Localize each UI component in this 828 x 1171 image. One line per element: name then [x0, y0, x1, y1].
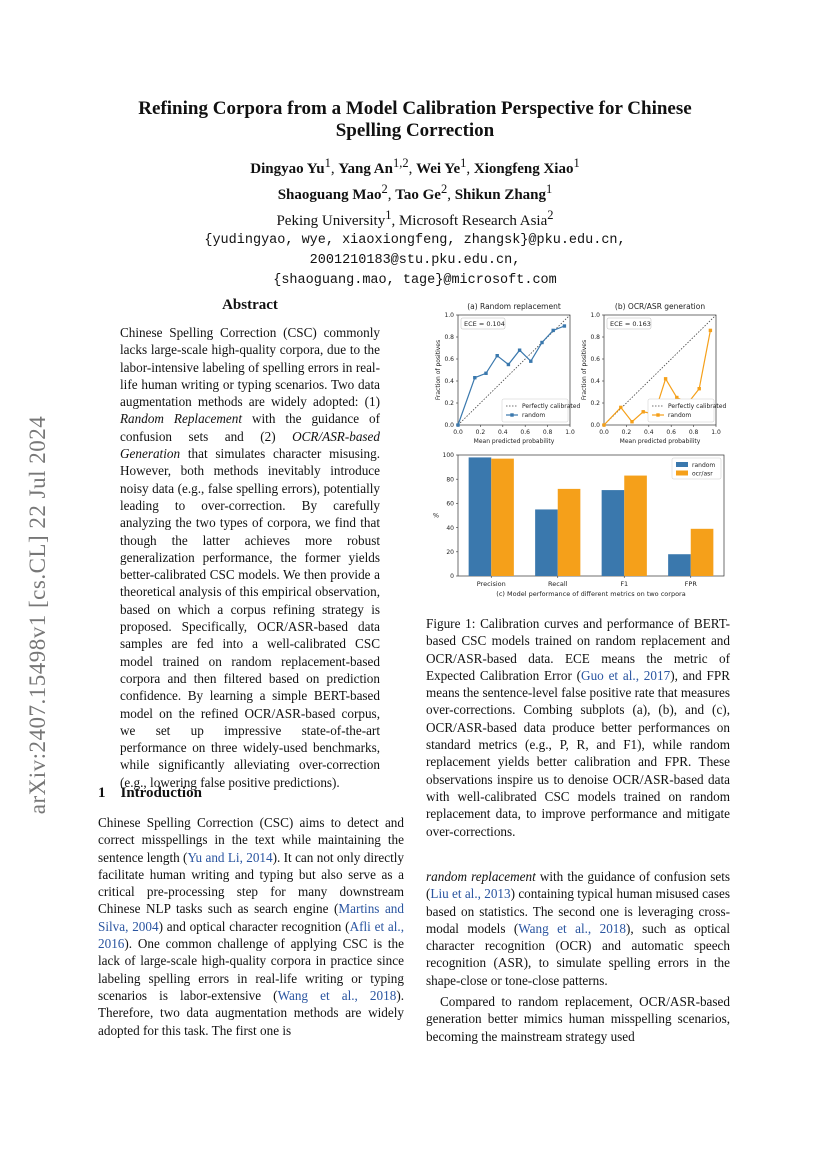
bar-random-recall [535, 509, 558, 576]
x-tick-label: 1.0 [565, 429, 575, 436]
arxiv-id: arXiv:2407.15498v1 [cs.CL] 22 Jul 2024 [25, 415, 50, 815]
legend-swatch [676, 471, 688, 476]
affiliations: Peking University$^1$, Microsoft Research Asia$^2$ [276, 208, 554, 229]
bar-random-f1 [602, 490, 625, 576]
y-tick-label: 0.4 [590, 378, 600, 386]
citation-link[interactable]: Liu et al., 2013 [430, 886, 511, 902]
data-point [563, 324, 566, 327]
x-axis-label: Mean predicted probability [619, 438, 701, 445]
data-point [642, 410, 645, 413]
legend-marker [510, 413, 513, 416]
legend-label: Perfectly calibrated [668, 403, 727, 410]
abstract-heading: Abstract [222, 297, 278, 313]
bar-ocrasr-fpr [691, 529, 714, 576]
y-tick-label: 0.6 [590, 356, 600, 364]
data-point [664, 377, 667, 380]
legend-marker [656, 413, 659, 416]
data-point [552, 329, 555, 332]
email-line-2: 2001210183@stu.pku.edu.cn, [309, 253, 521, 268]
y-tick-label: 20 [446, 549, 454, 556]
chart-title: (a) Random replacement [467, 302, 561, 311]
x-tick-label: 1.0 [711, 429, 721, 436]
citation-link[interactable]: Afli et al., 2016 [98, 918, 405, 952]
y-axis-label: Fraction of positives [581, 339, 588, 401]
ece-annotation: ECE = 0.104 [464, 320, 505, 328]
data-point [698, 387, 701, 390]
y-tick-label: 0.6 [444, 356, 454, 364]
y-tick-label: 0 [450, 573, 454, 581]
y-axis-label: Fraction of positives [435, 339, 442, 401]
x-tick-label: 0.2 [475, 429, 486, 436]
y-tick-label: 60 [446, 500, 454, 508]
x-tick-label: Recall [548, 580, 568, 588]
y-tick-label: 0.0 [444, 422, 454, 430]
x-axis-label: Mean predicted probability [473, 438, 555, 445]
data-point [709, 329, 712, 332]
y-tick-label: 0.2 [444, 400, 454, 408]
email-line-1: {yudingyao, wye, xiaoxiongfeng, zhangsk}@pku.edu.cn, [204, 233, 626, 248]
data-point [484, 372, 487, 375]
bar-random-precision [469, 457, 492, 576]
email-line-3: {shaoguang.mao, tage}@microsoft.com [273, 273, 557, 288]
section-heading-introduction: 1 Introduction [98, 785, 202, 801]
author-block [80, 153, 750, 291]
chart-title: (b) OCR/ASR generation [614, 302, 706, 311]
arxiv-sidebar [18, 380, 58, 850]
paper-title: Refining Corpora from a Model Calibration Perspective for Chinese Spelling Correction [138, 98, 692, 141]
x-tick-label: 0.8 [542, 429, 553, 436]
data-point [496, 354, 499, 357]
y-tick-label: 80 [446, 476, 454, 484]
bar-chart-metrics [433, 452, 724, 598]
data-point [540, 341, 543, 344]
legend-label: ocr/asr [692, 470, 713, 478]
x-tick-label: 0.2 [621, 429, 632, 436]
data-point [518, 349, 521, 352]
x-tick-label: FPR [684, 580, 697, 588]
data-point [529, 360, 532, 363]
data-point [619, 406, 622, 409]
y-tick-label: 0.4 [444, 378, 454, 386]
y-tick-label: 0.2 [590, 400, 600, 408]
data-point [473, 376, 476, 379]
data-point [456, 423, 459, 426]
citation-link[interactable]: Wang et al., 2018 [518, 920, 626, 936]
data-point [507, 363, 510, 366]
figure-1 [420, 295, 732, 600]
legend-label: Perfectly calibrated [522, 403, 581, 410]
x-tick-label: 0.0 [599, 429, 609, 436]
citation-link[interactable]: Guo et al., 2017 [581, 667, 671, 683]
y-tick-label: 1.0 [590, 312, 600, 320]
y-tick-label: 100 [442, 452, 454, 460]
x-tick-label: 0.0 [453, 429, 463, 436]
y-tick-label: 0.8 [444, 334, 454, 342]
y-tick-label: 1.0 [444, 312, 454, 320]
author-line-1: Dingyao Yu$^1$, Yang An$^{1,2}$, Wei Ye$^1$, Xiongfeng Xiao$^1$ [250, 156, 580, 177]
author-line-2: Shaoguang Mao$^2$, Tao Ge$^2$, Shikun Zhang$^1$ [277, 182, 553, 203]
x-tick-label: 0.4 [644, 429, 654, 436]
calibration-plot-ocrasr [581, 302, 726, 445]
data-point [602, 423, 605, 426]
y-axis-label: % [432, 511, 440, 520]
y-tick-label: 0.8 [590, 334, 600, 342]
calibration-plot-random [435, 302, 580, 445]
citation-link[interactable]: Martins and Silva, 2004 [98, 901, 404, 934]
x-tick-label: 0.6 [666, 429, 676, 436]
data-point [630, 420, 633, 423]
legend-label: random [522, 412, 546, 419]
citation-link[interactable]: Wang et al., 2018 [277, 987, 397, 1003]
x-tick-label: 0.6 [520, 429, 530, 436]
ece-annotation: ECE = 0.163 [610, 320, 651, 328]
legend-swatch [676, 462, 688, 467]
right-column-body: random replacement with the guidance of confusion sets (Liu et al., 2013) containing typical human misused cases based on statistics. The second one is leveraging cross-modal models (Wang et al., 2018), such as optical character recognition (OCR) and automatic speech recognition (ASR), to simulate spelling errors in the shape-close or tone-close patterns. Compared to random replacement, OCR/ASR-based generation better mimics human misspelling scenarios, becoming the mainstream strategy used [426, 869, 731, 1044]
data-point [675, 396, 678, 399]
abstract-body: Chinese Spelling Correction (CSC) commonly lacks large-scale high-quality corpora, due to the labor-intensive labeling of spelling errors in real-life human writing or typing scenarios. Two data augmentation methods are widely adopted: (1) Random Replacement with the guidance of confusion sets and (2) OCR/ASR-based Generation that simulates character misusing. However, both methods inevitably introduce noisy data (e.g., false spelling errors), potentially leading to over-correction. By carefully analyzing the two types of corpora, we find that though the latter achieves more robust generalization performance, the former yields better-calibrated CSC models. We then provide a theoretical analysis of this empirical observation, based on which a corpus refining strategy is proposed. Specifically, OCR/ASR-based data samples are fed into a well-calibrated CSC model trained on random replacement-based corpora and then filtered based on prediction confidence. By learning a simple BERT-based model on the refined OCR/ASR-based corpus, we set up impressive state-of-the-art performance on three widely-used benchmarks, while significantly alleviating over-correction (e.g., lowering false positive predictions). [120, 325, 380, 790]
x-tick-label: F1 [620, 580, 629, 588]
introduction-body: Chinese Spelling Correction (CSC) aims to detect and correct misspellings in the text while maintaining the sentence length (Yu and Li, 2014). It can not only directly facilitate human writing and typing but also serve as a critical pre-processing step for many downstream Chinese NLP tasks such as search engine (Martins and Silva, 2004) and optical character recognition (Afli et al., 2016). One common challenge of applying CSC is the lack of large-scale high-quality corpora in practice since labeling spelling errors in real-life writing or typing scenarios is labor-extensive (Wang et al., 2018). Therefore, two data augmentation methods are widely adopted for this task. The first one is [98, 815, 405, 1038]
x-tick-label: 0.8 [688, 429, 699, 436]
bar-ocrasr-f1 [624, 476, 647, 576]
figure-caption: Figure 1: Calibration curves and performance of BERT-based CSC models trained on random replacement and OCR/ASR-based data. ECE means the metric of Expected Calibration Error (Guo et al., 2017), and FPR means the sentence-level false positive rate that measures over-corrections. Combing subplots (a), (b), and (c), OCR/ASR-based data produce better performances on standard metrics (e.g., P, R, and F1), while random replacement yields better calibration and FPR. These observations inspire us to denoise OCR/ASR-based data with well-calibrated CSC models trained on random replacement data, to improve performance and mitigate over-corrections. [426, 616, 730, 839]
legend-label: random [668, 412, 692, 419]
x-tick-label: Precision [476, 580, 506, 588]
y-tick-label: 0.0 [590, 422, 600, 430]
bar-ocrasr-precision [491, 459, 514, 576]
bar-ocrasr-recall [558, 489, 581, 576]
citation-link[interactable]: Yu and Li, 2014 [187, 849, 273, 865]
y-tick-label: 40 [446, 524, 454, 532]
chart-title: (c) Model performance of different metrics on two corpora [496, 590, 686, 598]
x-tick-label: 0.4 [498, 429, 508, 436]
bar-random-fpr [668, 554, 691, 576]
legend-label: random [692, 462, 716, 469]
